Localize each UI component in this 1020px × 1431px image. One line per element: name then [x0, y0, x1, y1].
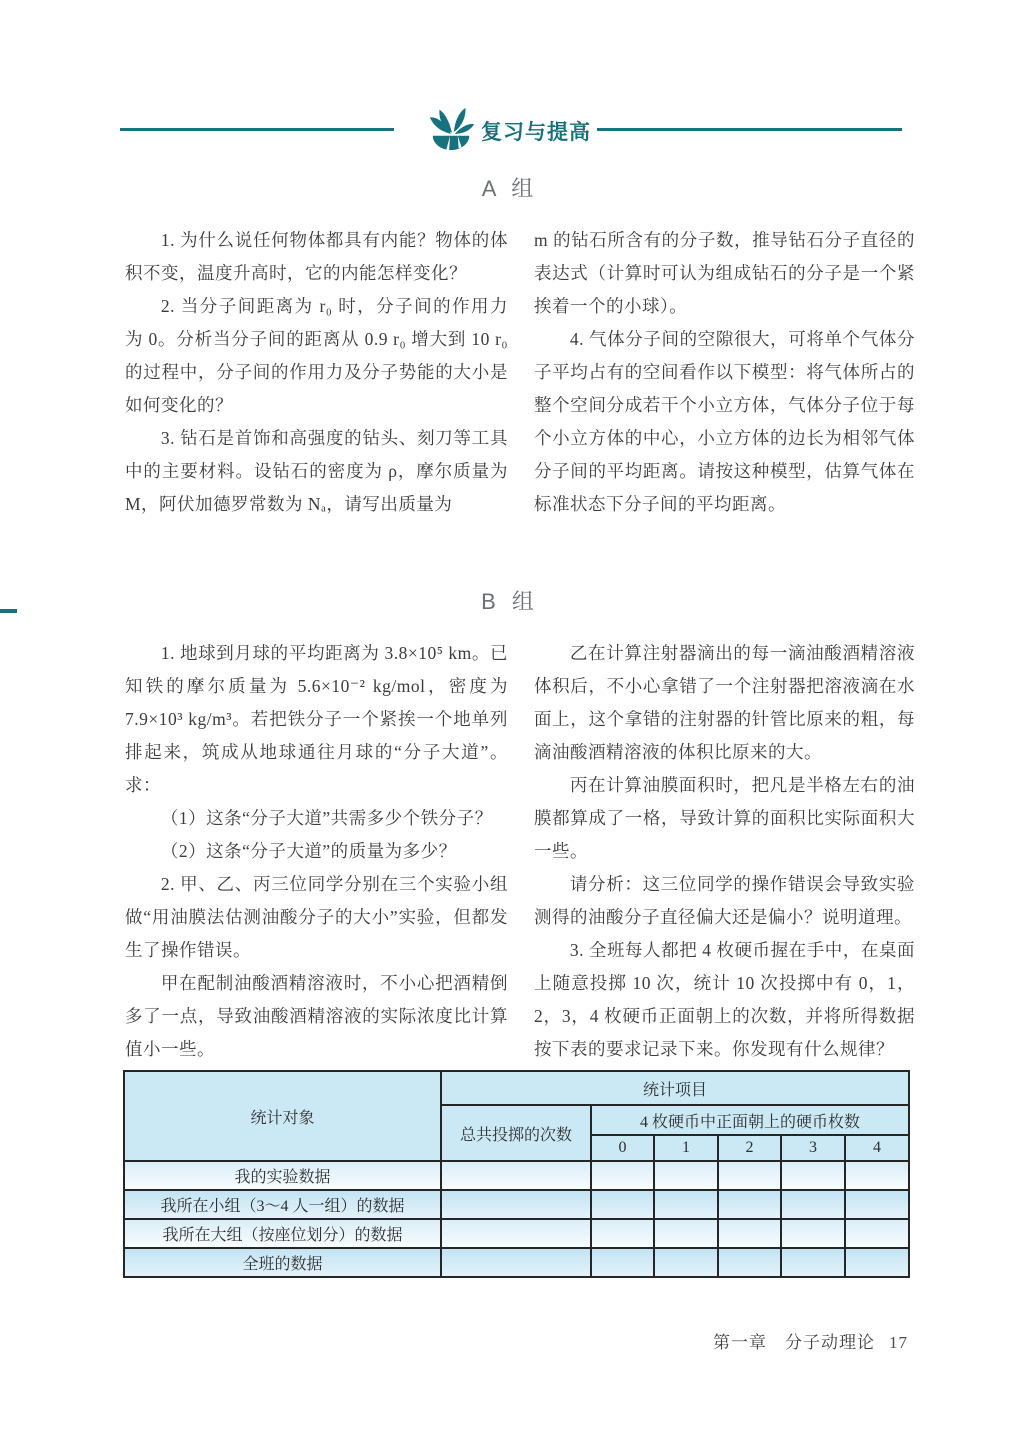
data-cell	[591, 1190, 654, 1219]
para-b2-bing: 丙在计算油膜面积时，把凡是半格左右的油膜都算成了一格，导致计算的面积比实际面积大一些。	[534, 775, 915, 861]
data-cell	[845, 1190, 909, 1219]
review-badge-label: 复习与提高	[481, 121, 591, 144]
data-cell	[845, 1219, 909, 1248]
data-cell	[781, 1219, 845, 1248]
data-cell	[591, 1161, 654, 1190]
section-b-title: B 组	[481, 589, 539, 614]
section-a-left-column	[125, 224, 508, 521]
data-cell	[654, 1219, 718, 1248]
data-cell	[441, 1248, 591, 1277]
row-label-cell: 我所在大组（按座位划分）的数据	[124, 1219, 441, 1248]
section-b-right-column	[534, 637, 915, 1066]
section-b-left-column	[125, 637, 508, 1066]
footer-page-number: 17	[889, 1333, 908, 1352]
coin-count-cell: 4	[845, 1135, 909, 1161]
para-a4: 4. 气体分子间的空隙很大，可将单个气体分子平均占有的空间看作以下模型：将气体所占的整个空间分成若干个小立方体，气体分子位于每个小立方体的中心，小立方体的边长为相邻气体分子间的平均距离。请按这种模型，估算气体在标准状态下分子间的平均距离。	[534, 329, 915, 514]
data-cell	[654, 1161, 718, 1190]
coin-count-cell: 0	[591, 1135, 654, 1161]
data-cell	[718, 1248, 781, 1277]
page-footer	[0, 1328, 908, 1353]
lotus-logo-icon	[427, 106, 475, 152]
footer-chapter: 第一章 分子动理论	[713, 1333, 875, 1352]
row-label-cell: 全班的数据	[124, 1248, 441, 1277]
header-rule-right	[597, 128, 902, 131]
data-cell	[845, 1248, 909, 1277]
para-b3: 3. 全班每人都把 4 枚硬币握在手中，在桌面上随意投掷 10 次，统计 10 次投掷中有 0，1，2，3，4 枚硬币正面朝上的次数，并将所得数据按下表的要求记录下来。你发现有什么规律？	[534, 940, 915, 1059]
total-header-cell: 总共投掷的次数	[441, 1105, 591, 1161]
para-a3: 3. 钻石是首饰和高强度的钻头、刻刀等工具中的主要材料。设钻石的密度为 ρ，摩尔质量为 M，阿伏加德罗常数为 Nₐ，请写出质量为	[125, 428, 508, 514]
para-a2: 2. 当分子间距离为 r₀ 时，分子间的作用力为 0。分析当分子间的距离从 0.9 r₀ 增大到 10 r₀ 的过程中，分子间的作用力及分子势能的大小是如何变化的？	[125, 296, 508, 415]
data-cell	[845, 1161, 909, 1190]
para-a3-continued: m 的钻石所含有的分子数，推导钻石分子直径的表达式（计算时可认为组成钻石的分子是一个紧挨着一个的小球）。	[534, 230, 915, 316]
coin-count-cell: 1	[654, 1135, 718, 1161]
data-cell	[441, 1190, 591, 1219]
para-b1-sub2: （2）这条“分子大道”的质量为多少？	[160, 841, 457, 861]
section-a-right-column	[534, 224, 915, 521]
data-cell	[591, 1219, 654, 1248]
para-b2-yi: 乙在计算注射器滴出的每一滴油酸酒精溶液体积后，不小心拿错了一个注射器把溶液滴在水面上，这个拿错的注射器的针管比原来的粗，每滴油酸酒精溶液的体积比原来的大。	[534, 643, 915, 762]
object-header-cell: 统计对象	[124, 1071, 441, 1161]
coins-header-cell: 4 枚硬币中正面朝上的硬币枚数	[591, 1105, 909, 1135]
coin-statistics-table	[123, 1070, 910, 1278]
row-label-cell: 我所在小组（3～4 人一组）的数据	[124, 1190, 441, 1219]
data-cell	[441, 1219, 591, 1248]
data-cell	[781, 1190, 845, 1219]
para-b2-analysis: 请分析：这三位同学的操作错误会导致实验测得的油酸分子直径偏大还是偏小？说明道理。	[534, 874, 915, 927]
data-cell	[441, 1161, 591, 1190]
para-b2: 2. 甲、乙、丙三位同学分别在三个实验小组做“用油膜法估测油酸分子的大小”实验，但都发生了操作错误。	[125, 874, 508, 960]
data-cell	[718, 1161, 781, 1190]
data-cell	[654, 1248, 718, 1277]
para-b1-sub1: （1）这条“分子大道”共需多少个铁分子？	[160, 808, 493, 828]
data-cell	[718, 1219, 781, 1248]
para-a1: 1. 为什么说任何物体都具有内能？物体的体积不变，温度升高时，它的内能怎样变化？	[125, 230, 508, 283]
coin-count-cell: 3	[781, 1135, 845, 1161]
header-rule-left	[120, 128, 394, 131]
data-cell	[781, 1248, 845, 1277]
data-cell	[781, 1161, 845, 1190]
section-a-title: A 组	[481, 176, 539, 201]
row-label-cell: 我的实验数据	[124, 1161, 441, 1190]
data-cell	[591, 1248, 654, 1277]
para-b2-jia: 甲在配制油酸酒精溶液时，不小心把酒精倒多了一点，导致油酸酒精溶液的实际浓度比计算值小一些。	[125, 973, 508, 1059]
para-b1: 1. 地球到月球的平均距离为 3.8×10⁵ km。已知铁的摩尔质量为 5.6×10⁻² kg/mol，密度为 7.9×10³ kg/m³。若把铁分子一个紧挨一个地单列排起来，筑成从地球通往月球的“分子大道”。求：	[125, 643, 508, 795]
data-cell	[654, 1190, 718, 1219]
coin-count-cell: 2	[718, 1135, 781, 1161]
data-cell	[718, 1190, 781, 1219]
project-header-cell: 统计项目	[441, 1071, 909, 1105]
